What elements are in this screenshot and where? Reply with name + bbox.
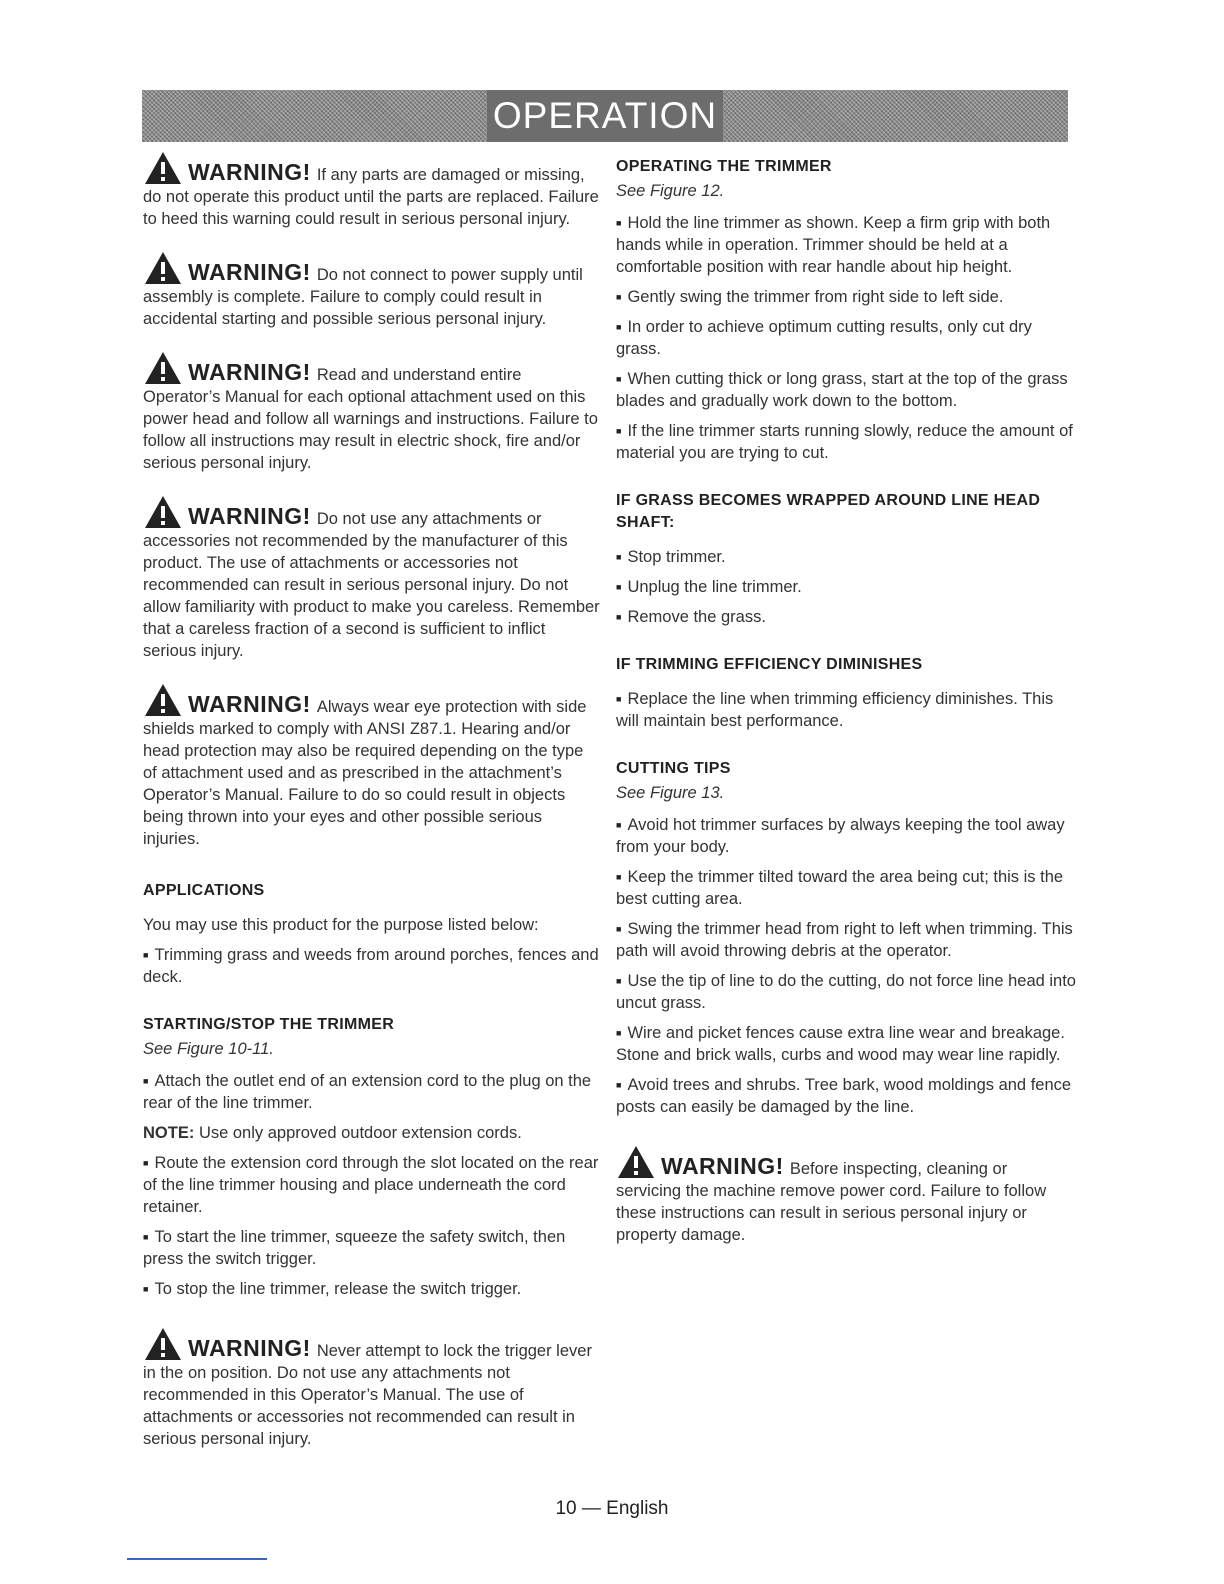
warning-label: WARNING!	[188, 503, 311, 529]
list-item: ■ Keep the trimmer tilted toward the area being cut; this is the best cutting area.	[616, 866, 1076, 910]
list-item: ■ Swing the trimmer head from right to left when trimming. This path will avoid throwing debris at the operator.	[616, 918, 1076, 962]
warning-triangle-icon	[143, 1326, 183, 1362]
warning-triangle-icon	[143, 350, 183, 386]
list-item: ■ Gently swing the trimmer from right side to left side.	[616, 286, 1076, 308]
note-label: NOTE:	[143, 1124, 195, 1142]
warning-text: Do not use any attachments or accessories not recommended by the manufacturer of this product. The use of attachments or accessories not recommended can result in serious personal injury. Do not allow familiarity with product to make you careless. Remember that a careless fraction of a second is sufficient to inflict serious injury.	[143, 510, 600, 660]
warning-label: WARNING!	[188, 359, 311, 385]
list-item: ■ In order to achieve optimum cutting results, only cut dry grass.	[616, 316, 1076, 360]
section-heading-wrapped: IF GRASS BECOMES WRAPPED AROUND LINE HEAD SHAFT:	[616, 492, 1041, 531]
section-heading-cutting-tips: CUTTING TIPS	[616, 760, 731, 777]
section-banner	[142, 90, 1068, 142]
list-item: ■ Attach the outlet end of an extension cord to the plug on the rear of the line trimmer.	[143, 1070, 601, 1114]
warning-block	[143, 150, 601, 230]
warning-block	[616, 1144, 1076, 1246]
warning-triangle-icon	[143, 682, 183, 718]
page-title: OPERATION	[487, 90, 723, 142]
section-heading-starting: STARTING/STOP THE TRIMMER	[143, 1016, 395, 1033]
warning-text: Before inspecting, cleaning or servicing the machine remove power cord. Failure to follow these instructions can result in serious personal injury or property damage.	[616, 1160, 1047, 1244]
warning-block	[143, 250, 601, 330]
warning-label: WARNING!	[188, 1335, 311, 1361]
warning-block	[143, 682, 601, 850]
warning-block	[143, 1326, 601, 1450]
warning-text: Read and understand entire Operator’s Manual for each optional attachment used on this power head and follow all warnings and instructions. Failure to follow all instructions may result in electric shock, fire and/or serious personal injury.	[143, 366, 598, 472]
section-heading-applications: APPLICATIONS	[143, 882, 265, 899]
warning-label: WARNING!	[188, 259, 311, 285]
warning-label: WARNING!	[661, 1153, 784, 1179]
section-heading-operating: OPERATING THE TRIMMER	[616, 158, 832, 175]
list-item: ■ Use the tip of line to do the cutting, do not force line head into uncut grass.	[616, 970, 1076, 1014]
warning-text: If any parts are damaged or missing, do not operate this product until the parts are replaced. Failure to heed this warning could result in serious personal injury.	[143, 166, 599, 228]
warning-block	[143, 494, 601, 662]
list-item: ■ Avoid hot trimmer surfaces by always keeping the tool away from your body.	[616, 814, 1076, 858]
left-column	[143, 150, 601, 1470]
warning-text: Never attempt to lock the trigger lever in the on position. Do not use any attachments not recommended in this Operator’s Manual. The use of attachments or accessories not recommended can result in serious personal injury.	[143, 1342, 592, 1448]
list-item: ■ If the line trimmer starts running slowly, reduce the amount of material you are trying to cut.	[616, 420, 1076, 464]
warning-triangle-icon	[143, 150, 183, 186]
section-heading-efficiency: IF TRIMMING EFFICIENCY DIMINISHES	[616, 656, 923, 673]
list-item: ■ Wire and picket fences cause extra line wear and breakage. Stone and brick walls, curbs and wood may wear line rapidly.	[616, 1022, 1076, 1066]
list-item: ■ Replace the line when trimming efficiency diminishes. This will maintain best performance.	[616, 688, 1076, 732]
warning-triangle-icon	[143, 250, 183, 286]
divider	[127, 1558, 267, 1560]
figure-reference: See Figure 10-11.	[143, 1040, 274, 1058]
list-item: ■ Trimming grass and weeds from around porches, fences and deck.	[143, 944, 601, 988]
list-item: ■ To start the line trimmer, squeeze the safety switch, then press the switch trigger.	[143, 1226, 601, 1270]
list-item: ■ When cutting thick or long grass, start at the top of the grass blades and gradually work down to the bottom.	[616, 368, 1076, 412]
figure-reference: See Figure 13.	[616, 784, 725, 802]
list-item: ■ To stop the line trimmer, release the switch trigger.	[143, 1278, 601, 1300]
warning-label: WARNING!	[188, 159, 311, 185]
warning-block	[143, 350, 601, 474]
note-text: Use only approved outdoor extension cords.	[198, 1124, 522, 1142]
figure-reference: See Figure 12.	[616, 182, 725, 200]
warning-text: Always wear eye protection with side shields marked to comply with ANSI Z87.1. Hearing and/or head protection may also be required depending on the type of attachment used and as prescribed in the attachment’s Operator’s Manual. Failure to do so could result in objects being thrown into your eyes and other possible serious injuries.	[143, 698, 587, 848]
list-item: ■ Stop trimmer.	[616, 546, 1076, 568]
warning-triangle-icon	[143, 494, 183, 530]
page-footer: 10 — English	[555, 1498, 669, 1519]
note	[143, 1122, 601, 1144]
list-item: ■ Hold the line trimmer as shown. Keep a firm grip with both hands while in operation. Trimmer should be held at a comfortable position with rear handle about hip height.	[616, 212, 1076, 278]
list-item: ■ Route the extension cord through the slot located on the rear of the line trimmer housing and place underneath the cord retainer.	[143, 1152, 601, 1218]
warning-triangle-icon	[616, 1144, 656, 1180]
list-item: ■ Unplug the line trimmer.	[616, 576, 1076, 598]
list-item: ■ Avoid trees and shrubs. Tree bark, wood moldings and fence posts can easily be damaged by the line.	[616, 1074, 1076, 1118]
list-item: ■ Remove the grass.	[616, 606, 1076, 628]
right-column	[616, 150, 1076, 1266]
warning-text: Do not connect to power supply until assembly is complete. Failure to comply could result in accidental starting and possible serious personal injury.	[143, 266, 583, 328]
warning-label: WARNING!	[188, 691, 311, 717]
applications-intro: You may use this product for the purpose listed below:	[143, 916, 539, 934]
